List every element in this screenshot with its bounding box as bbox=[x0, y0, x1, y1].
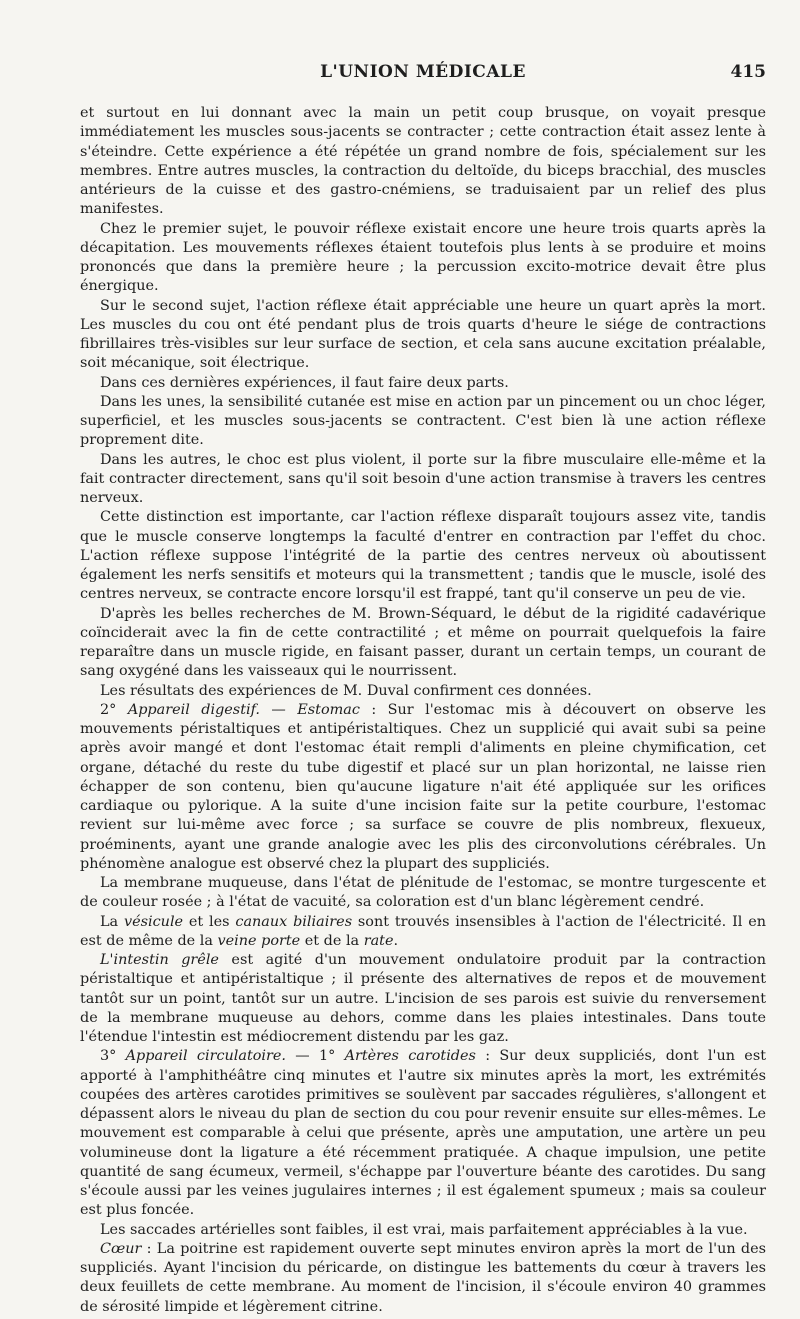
paragraph bbox=[80, 701, 766, 874]
paragraph bbox=[80, 508, 766, 604]
paragraph bbox=[80, 1047, 766, 1220]
text-run: — bbox=[259, 701, 298, 718]
paragraph bbox=[80, 374, 766, 393]
text-run: 2° bbox=[100, 701, 128, 718]
paragraph bbox=[80, 913, 766, 952]
italic-term: Artères carotides bbox=[344, 1048, 476, 1065]
paragraph bbox=[80, 682, 766, 701]
paragraph bbox=[80, 297, 766, 374]
text-run: : La poitrine est rapidement ouverte sept minutes environ après la mort de l'un des suppliciés. Ayant l'incision du péricarde, on distingue les battements du cœur à travers les deux feuillets de cette membrane. Au moment de l'incision, il s'écoule environ 40 grammes de sérosité limpide et légèrement citrine. bbox=[80, 1240, 766, 1315]
text-run: La membrane muqueuse, dans l'état de plénitude de l'estomac, se montre turgescente et de couleur rosée ; à l'état de vacuité, sa coloration est d'un blanc légèrement cendré. bbox=[80, 875, 766, 911]
text-run: est agité d'un mouvement ondulatoire produit par la contraction péristaltique et antipéristaltique ; il présente des alternatives de repos et de mouvement tantôt sur un point, tantôt sur un autre. L'incision de ses parois est suivie du renversement de la membrane muqueuse au dehors, comme dans les plaies intestinales. Dans toute l'étendue l'intestin est médiocrement distendu par les gaz. bbox=[80, 952, 766, 1045]
italic-term: vésicule bbox=[123, 913, 184, 930]
text-run: Les résultats des expériences de M. Duval confirment ces données. bbox=[100, 682, 592, 699]
text-run: : Sur deux suppliciés, dont l'un est apporté à l'amphithéâtre cinq minutes et l'autre six minutes après la mort, les extrémités coupées des artères carotides primitives se soulèvent par saccades régulières, s'allongent et dépassent alors le niveau du plan de section du cou pour revenir ensuite sur elles-mêmes. Le mouvement est comparable à celui que présente, après une amputation, une artère un peu volumineuse dont la ligature a été récemment pratiquée. A chaque impulsion, une petite quantité de sang écumeux, vermeil, s'échappe par l'ouverture béante des carotides. Du sang s'écoule aussi par les veines jugulaires internes ; il est également spumeux ; mais sa couleur est plus foncée. bbox=[80, 1048, 766, 1219]
italic-term: veine porte bbox=[217, 932, 301, 949]
page-number: 415 bbox=[730, 62, 766, 82]
text-run: La bbox=[100, 913, 124, 930]
paragraph bbox=[80, 605, 766, 682]
text-run: sont trouvés insensibles à l'action de l'électricité. Il en est de même de la bbox=[80, 913, 766, 949]
paragraph bbox=[80, 451, 766, 509]
text-run: Cette distinction est importante, car l'action réflexe disparaît toujours assez vite, tandis que le muscle conserve longtemps la faculté d'entrer en contraction par l'effet du choc. L'action réflexe suppose l'intégrité de la partie des centres nerveux où aboutissent également les nerfs sensitifs et moteurs qui la transmettent ; tandis que le muscle, isolé des centres nerveux, se contracte encore lorsqu'il est frappé, tant qu'il conserve un peu de vie. bbox=[80, 509, 766, 603]
paragraph bbox=[80, 951, 766, 1047]
text-run: et les bbox=[183, 913, 236, 930]
running-title: L'UNION MÉDICALE bbox=[320, 62, 526, 82]
text-run: et de la bbox=[300, 932, 364, 949]
text-run: D'après les belles recherches de M. Brown-Séquard, le début de la rigidité cadavérique coïnciderait avec la fin de cette contractilité ; et même on pourrait quelquefois la faire reparaître dans un muscle rigide, en faisant passer, durant un certain temps, un courant de sang oxygéné dans les vaisseaux qui le nourrissent. bbox=[80, 605, 766, 680]
text-run: et surtout en lui donnant avec la main un petit coup brusque, on voyait presque immédiatement les muscles sous-jacents se contracter ; cette contraction était assez lente à s'éteindre. Cette expérience a été répétée un grand nombre de fois, spécialement sur les membres. Entre autres muscles, la contraction du deltoïde, du biceps bracchial, des muscles antérieurs de la cuisse et des gastro-cnémiens, se traduisaient par un relief des plus manifestes. bbox=[80, 105, 766, 218]
text-run: : Sur l'estomac mis à découvert on observe les mouvements péristaltiques et antipéristaltiques. Chez un supplicié qui avait subi sa peine après avoir mangé et dont l'estomac était rempli d'aliments en pleine chymification, cet organe, détaché du reste du tube digestif et placé sur un plan horizontal, ne laisse rien échapper de son contenu, bien qu'aucune ligature n'ait été appliquée sur les orifices cardiaque ou pylorique. A la suite d'une incision faite sur la petite courbure, l'estomac revient sur lui-même avec force ; sa surface se couvre de plis nombreux, flexueux, proéminents, ayant une grande analogie avec les plis des circonvolutions cérébrales. Un phénomène analogue est observé chez la plupart des suppliciés. bbox=[80, 701, 766, 872]
text-run: Dans les autres, le choc est plus violent, il porte sur la fibre musculaire elle-même et la fait contracter directement, sans qu'il soit besoin d'une action transmise à travers les centres nerveux. bbox=[80, 451, 766, 506]
paragraph bbox=[80, 220, 766, 297]
italic-term: canaux biliaires bbox=[235, 913, 353, 930]
paragraph bbox=[80, 874, 766, 913]
text-run: Dans ces dernières expériences, il faut faire deux parts. bbox=[100, 374, 509, 391]
paragraph bbox=[80, 393, 766, 451]
text-run: 3° bbox=[100, 1048, 126, 1065]
text-run: Chez le premier sujet, le pouvoir réflexe existait encore une heure trois quarts après la décapitation. Les mouvements réflexes étaient toutefois plus lents à se produire et moins prononcés que dans la première heure ; la percussion excito-motrice devait être plus énergique. bbox=[80, 220, 766, 295]
italic-term: Appareil digestif. bbox=[127, 701, 260, 718]
paragraph bbox=[80, 1240, 766, 1317]
text-run: — 1° bbox=[286, 1048, 345, 1065]
text-run: Les saccades artérielles sont faibles, il est vrai, mais parfaitement appréciables à la vue. bbox=[100, 1221, 748, 1238]
italic-term: Cœur bbox=[100, 1240, 142, 1257]
paragraph bbox=[80, 1221, 766, 1240]
text-run: . bbox=[393, 932, 399, 949]
italic-term: Appareil circulatoire. bbox=[125, 1048, 286, 1065]
paragraph bbox=[80, 104, 766, 220]
italic-term: L'intestin grêle bbox=[100, 952, 219, 968]
page-header bbox=[80, 62, 766, 92]
italic-term: rate bbox=[363, 932, 394, 949]
text-run: Sur le second sujet, l'action réflexe était appréciable une heure un quart après la mort. Les muscles du cou ont été pendant plus de trois quarts d'heure le siége de contractions fibrillaires très-visibles sur leur surface de section, et cela sans aucune excitation préalable, soit mécanique, soit électrique. bbox=[80, 297, 766, 372]
italic-term: Estomac bbox=[297, 701, 360, 718]
body-text bbox=[80, 104, 766, 1317]
text-run: Dans les unes, la sensibilité cutanée est mise en action par un pincement ou un choc léger, superficiel, et les muscles sous-jacents se contractent. C'est bien là une action réflexe proprement dite. bbox=[80, 393, 766, 449]
